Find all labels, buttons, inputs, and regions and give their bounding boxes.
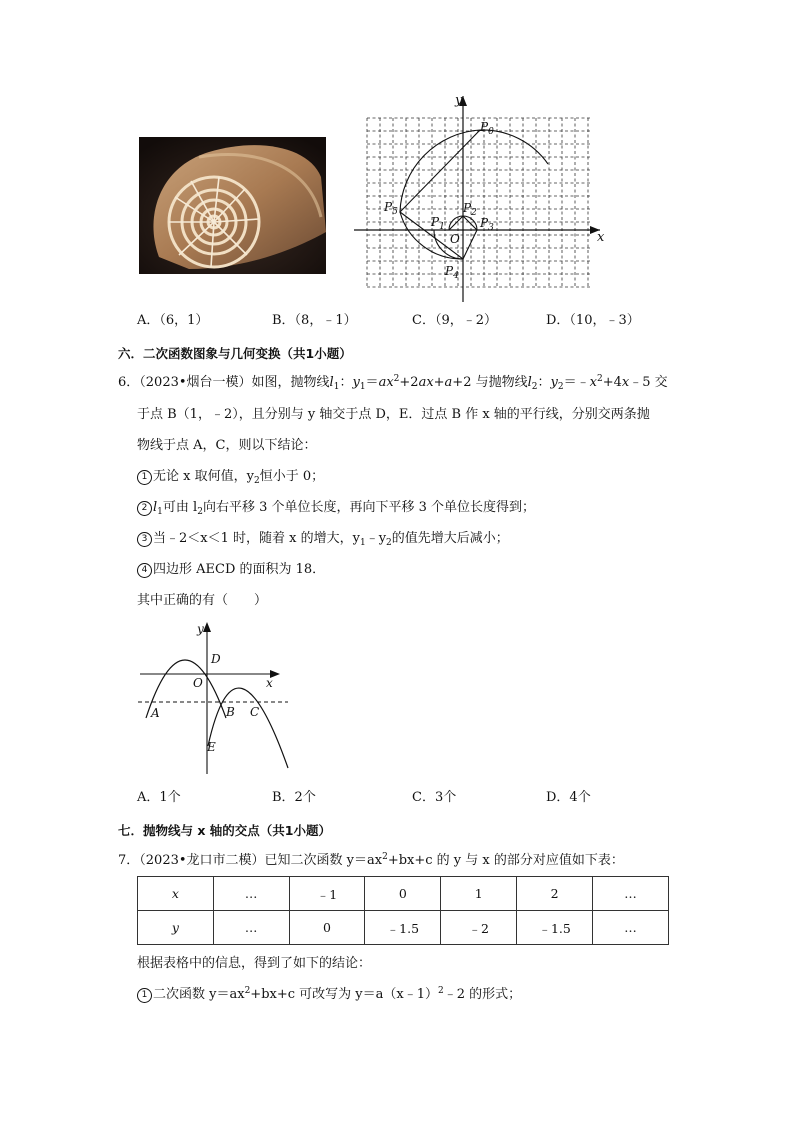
table-cell: … bbox=[593, 877, 669, 911]
table-cell: ﹣2 bbox=[441, 911, 517, 945]
q6-x-label: x bbox=[266, 676, 273, 690]
table-row bbox=[138, 877, 669, 911]
q6-point-e-label: E bbox=[207, 740, 216, 754]
q6-option-c[interactable]: C．3个 bbox=[412, 790, 457, 805]
circled-1-icon: 1 bbox=[137, 470, 152, 485]
q7-value-table bbox=[137, 876, 669, 945]
q7-stem: 7．（2023•龙口市二模）已知二次函数 $y=ax^2+bx+c$ 的 y 与 x 的部分对应值如下表： bbox=[118, 852, 624, 868]
table-cell: 1 bbox=[441, 877, 517, 911]
p3-label: $P_3$ bbox=[480, 216, 494, 233]
circled-3-icon: 3 bbox=[137, 532, 152, 547]
section6-heading: 六．二次函数图象与几何变换（共1小题） bbox=[118, 346, 352, 361]
p1-label: $P_1$ bbox=[431, 215, 445, 232]
section7-heading: 七．抛物线与 x 轴的交点（共1小题） bbox=[118, 823, 331, 838]
q5-option-a[interactable]: A．（6，1） bbox=[137, 313, 209, 328]
q6-origin-label: O bbox=[193, 676, 203, 690]
q6-conclusion-4: 4 四边形 AECD 的面积为 18． bbox=[137, 561, 325, 579]
q6-point-c-label: C bbox=[250, 705, 260, 719]
p4-label: $P_4$ bbox=[445, 264, 459, 281]
q7-after-table: 根据表格中的信息，得到了如下的结论： bbox=[137, 956, 372, 971]
table-cell: ﹣1.5 bbox=[365, 911, 441, 945]
table-cell: 0 bbox=[289, 911, 365, 945]
q7-conclusion-1: 1 二次函数 $y=ax^2+bx+c$ 可改写为 y＝a（x﹣1）$^2$﹣2 的形式； bbox=[137, 986, 521, 1004]
table-cell: 0 bbox=[365, 877, 441, 911]
circled-4-icon: 4 bbox=[137, 563, 152, 578]
q6-option-d[interactable]: D．4个 bbox=[546, 790, 591, 805]
table-cell: … bbox=[593, 911, 669, 945]
q6-conclusion-3: 3 当﹣2＜x＜1 时，随着 x 的增大，$y_1﹣y_2$的值先增大后减小； bbox=[137, 530, 509, 548]
q6-point-a-label: A bbox=[151, 706, 160, 720]
q5-option-d[interactable]: D．（10，﹣3） bbox=[546, 313, 640, 328]
y-axis-label: y bbox=[455, 93, 463, 108]
circled-1-icon: 1 bbox=[137, 988, 152, 1003]
table-cell: y bbox=[138, 911, 214, 945]
table-row bbox=[138, 911, 669, 945]
q6-point-d-label: D bbox=[211, 652, 221, 666]
nautilus-shell-photo bbox=[139, 137, 326, 274]
table-cell: … bbox=[213, 877, 289, 911]
q6-option-a[interactable]: A．1个 bbox=[137, 790, 181, 805]
p5-label: $P_5$ bbox=[384, 200, 398, 217]
origin-label: O bbox=[450, 232, 460, 246]
table-cell: 2 bbox=[517, 877, 593, 911]
p0-label: $P_0$ bbox=[480, 120, 494, 137]
x-axis-label: x bbox=[597, 230, 605, 245]
table-cell: … bbox=[213, 911, 289, 945]
q6-stem-line2: 于点 B（1，﹣2），且分别与 y 轴交于点 D，E．过点 B 作 x 轴的平行线，分别交两条抛 bbox=[137, 407, 650, 422]
q6-point-b-label: B bbox=[226, 705, 235, 719]
q6-stem-line1: 6．（2023•烟台一模）如图，抛物线$l_1$：$y_1=ax^2+2ax+a+2$ 与抛物线$l_2$：$y_2=﹣x^2+4x﹣5$ 交 bbox=[118, 374, 668, 392]
q6-stem-line3: 物线于点 A，C，则以下结论： bbox=[137, 438, 317, 453]
p2-label: $P_2$ bbox=[463, 201, 477, 218]
q6-option-b[interactable]: B．2个 bbox=[272, 790, 316, 805]
table-cell: ﹣1.5 bbox=[517, 911, 593, 945]
q6-y-label: y bbox=[197, 622, 204, 636]
q5-option-c[interactable]: C．（9，﹣2） bbox=[412, 313, 497, 328]
q6-conclusion-2: 2 $l_1$可由 $l_2$向右平移 3 个单位长度，再向下平移 3 个单位长度得到； bbox=[137, 499, 535, 517]
q6-conclusion-1: 1 无论 x 取何值，$y_2$恒小于 0； bbox=[137, 468, 324, 486]
circled-2-icon: 2 bbox=[137, 501, 152, 516]
q5-option-b[interactable]: B．（8，﹣1） bbox=[272, 313, 357, 328]
table-cell: x bbox=[138, 877, 214, 911]
q6-question: 其中正确的有（ ） bbox=[137, 593, 268, 608]
table-cell: ﹣1 bbox=[289, 877, 365, 911]
